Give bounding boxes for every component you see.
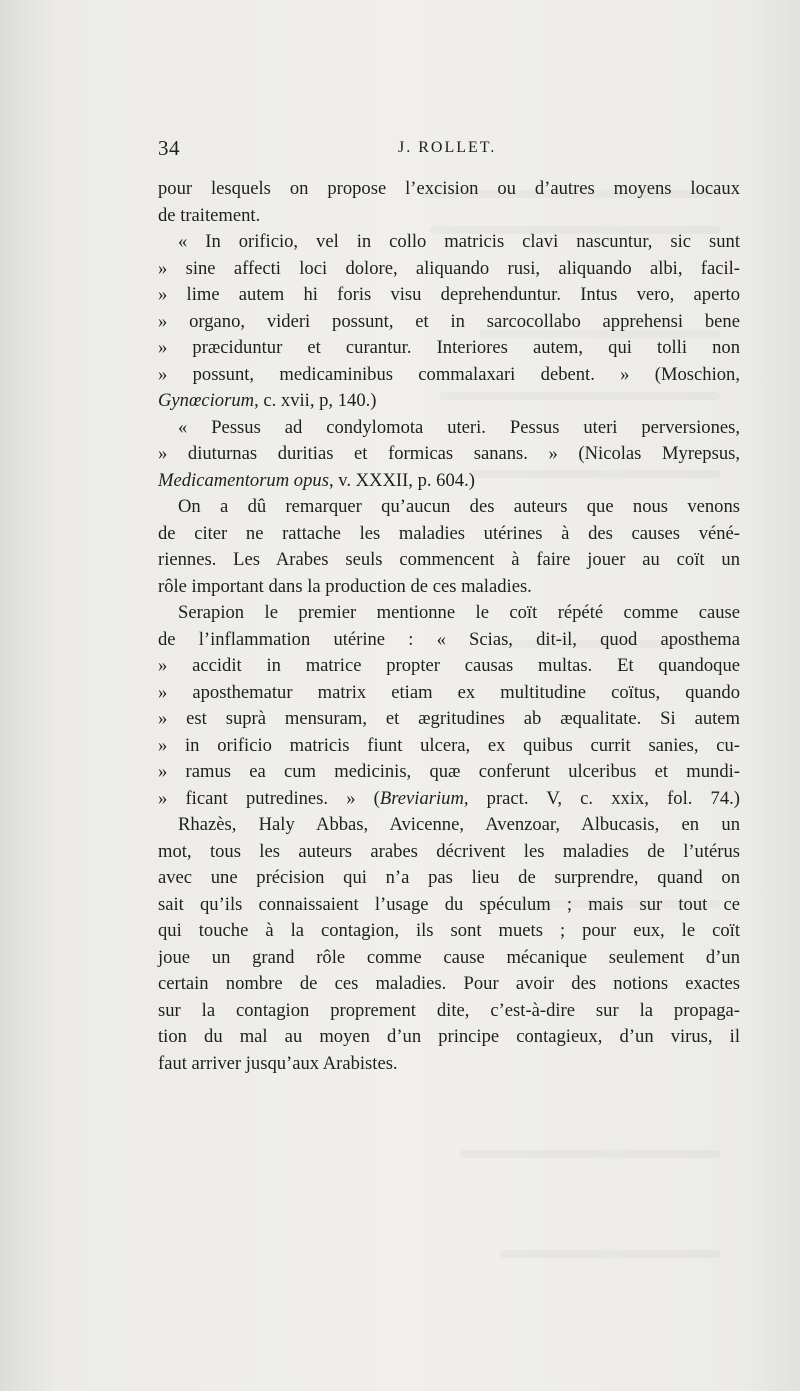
text-line: » in orificio matricis fiunt ulcera, ex quibus currit sanies, cu- <box>158 734 740 756</box>
text-line: » accidit in matrice propter causas multas. Et quandoque <box>158 655 740 676</box>
text-line: Serapion le premier mentionne le coït répété comme cause <box>178 602 740 623</box>
text-line: On a dû remarquer qu’aucun des auteurs que nous venons <box>178 496 740 517</box>
text-line: Gynœciorum, c. xvii, p, 140.) <box>158 390 377 411</box>
text-line: » aposthematur matrix etiam ex multitudine coïtus, quando <box>158 681 740 703</box>
text-line: » lime autem hi foris visu deprehenduntur. Intus vero, aperto <box>158 284 740 305</box>
text-line: de traitement. <box>158 204 261 226</box>
italic-title: Breviarium <box>379 787 464 809</box>
text-line: pour lesquels on propose l’excision ou d’autres moyens locaux <box>158 178 740 199</box>
text-line: de l’inflammation utérine : « Scias, dit-il, quod aposthema <box>158 628 740 650</box>
text-line: tion du mal au moyen d’un principe contagieux, d’un virus, il <box>158 1026 740 1047</box>
text-line: » diuturnas duritias et formicas sanans. » (Nicolas Myrepsus, <box>158 443 740 464</box>
body-text <box>158 176 740 1077</box>
text-line: avec une précision qui n’a pas lieu de surprendre, quand on <box>158 867 740 888</box>
italic-title: Gynœciorum <box>158 390 255 411</box>
text-line: » possunt, medicaminibus commalaxari debent. » (Moschion, <box>158 363 740 385</box>
text-line: mot, tous les auteurs arabes décrivent les maladies de l’utérus <box>158 840 740 862</box>
text-line: joue un grand rôle comme cause mécanique seulement d’un <box>158 946 740 968</box>
text-line: sait qu’ils connaissaient l’usage du spéculum ; mais sur tout ce <box>158 893 740 915</box>
text-line: » præciduntur et curantur. Interiores autem, qui tolli non <box>158 337 740 358</box>
text-line: « Pessus ad condylomota uteri. Pessus uteri perversiones, <box>178 416 740 438</box>
text-line: qui touche à la contagion, ils sont muets ; pour eux, le coït <box>158 920 740 941</box>
text-line: » sine affecti loci dolore, aliquando rusi, aliquando albi, facil- <box>158 257 740 279</box>
text-line: » ramus ea cum medicinis, quæ conferunt ulceribus et mundi- <box>158 761 740 782</box>
text-line: sur la contagion proprement dite, c’est-à-dire sur la propaga- <box>158 999 740 1021</box>
text-line: rôle important dans la production de ces maladies. <box>158 575 532 597</box>
text-line: faut arriver jusqu’aux Arabistes. <box>158 1052 398 1074</box>
text-line: « In orificio, vel in collo matricis clavi nascuntur, sic sunt <box>178 231 740 252</box>
text-line: riennes. Les Arabes seuls commencent à faire jouer au coït un <box>158 549 740 570</box>
text-line: de citer ne rattache les maladies utérines à des causes véné- <box>158 522 740 544</box>
page-header <box>158 136 738 162</box>
page-number: 34 <box>158 136 180 160</box>
text-line: » organo, videri possunt, et in sarcocollabo apprehensi bene <box>158 310 740 332</box>
text-line: Medicamentorum opus, v. XXXII, p. 604.) <box>158 469 475 491</box>
italic-title: Medicamentorum opus <box>158 469 329 491</box>
text-line: » est suprà mensuram, et ægritudines ab æqualitate. Si autem <box>158 708 740 729</box>
text-line: » ficant putredines. » (Breviarium, pract. V, c. xxix, fol. 74.) <box>158 787 740 809</box>
text-line: Rhazès, Haly Abbas, Avicenne, Avenzoar, Albucasis, en un <box>178 814 740 835</box>
running-head: J. ROLLET. <box>398 139 497 156</box>
text-line: certain nombre de ces maladies. Pour avoir des notions exactes <box>158 973 740 994</box>
